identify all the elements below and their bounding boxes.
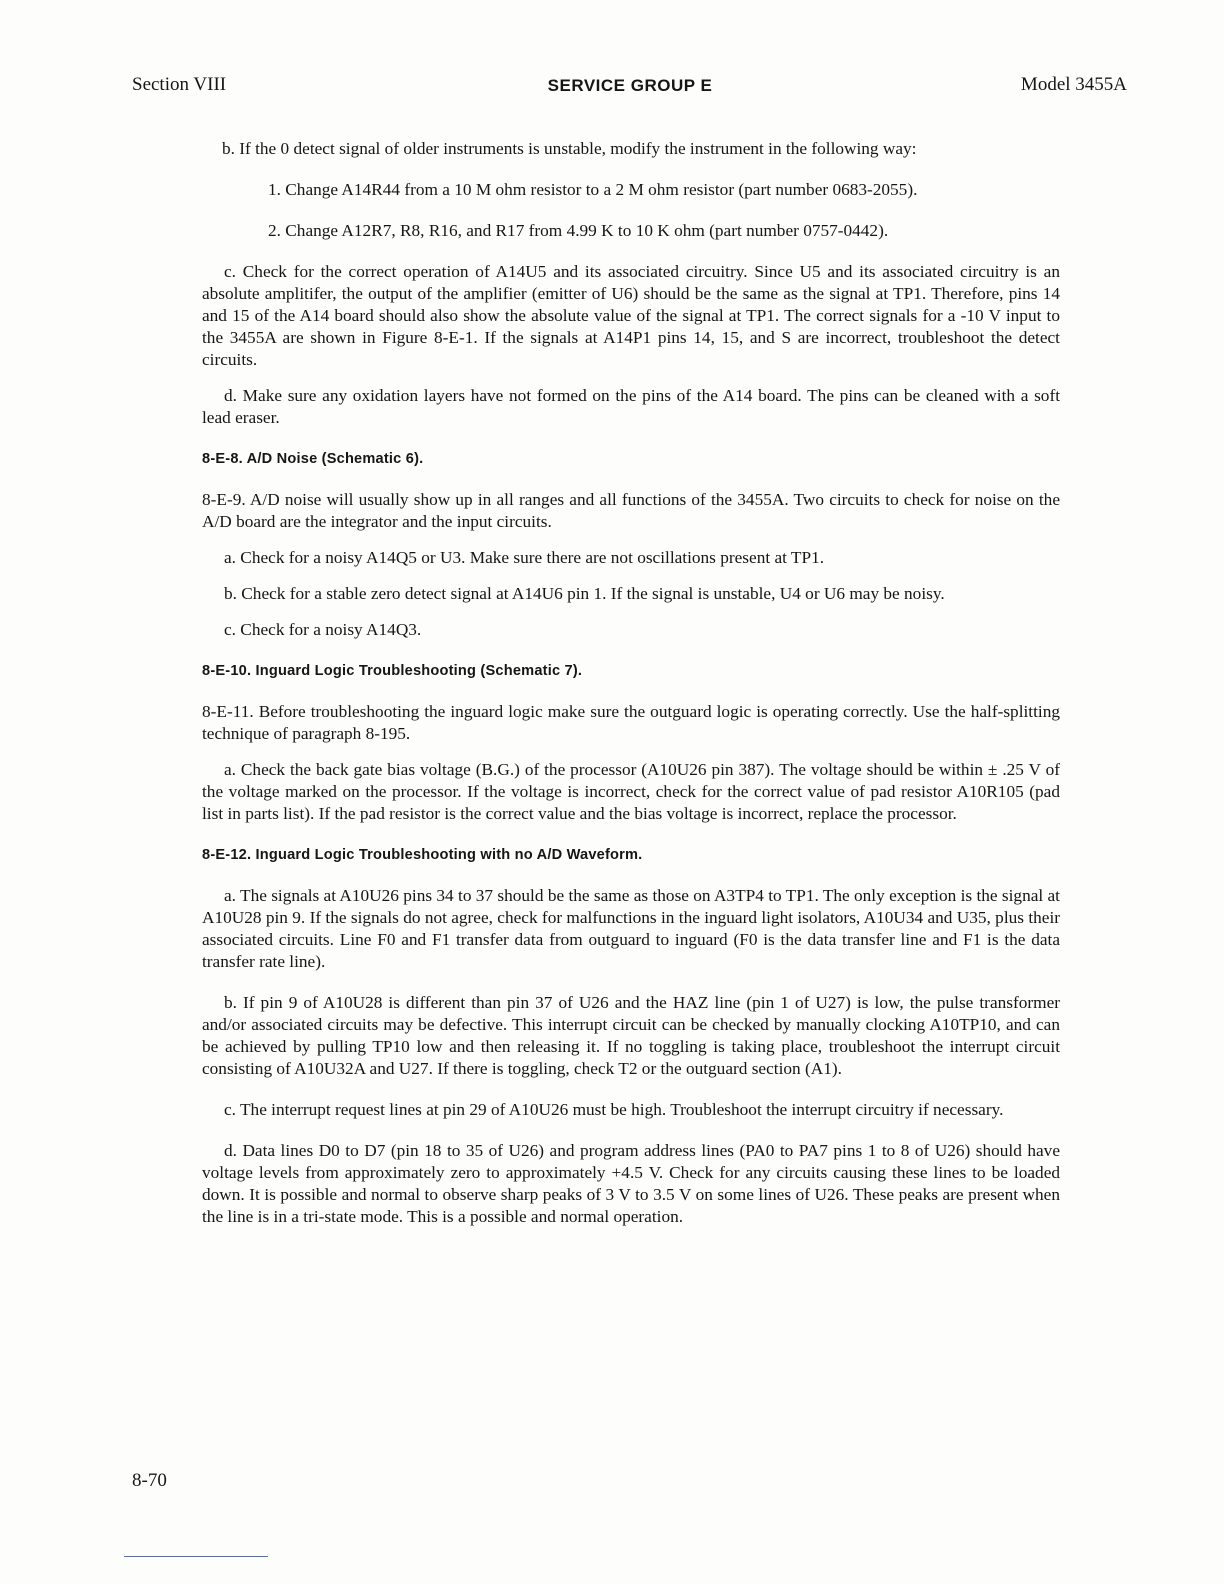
paragraph-b-pulse-transformer: b. If pin 9 of A10U28 is different than pin 37 of U26 and the HAZ line (pin 1 of U27) is low, the pulse transformer and/or associated circuits may be defective. This interrupt circuit can be checked by manually clocking A10TP10, and can be achieved by pulling TP10 low and then releasing it. If no toggling is taking place, troubleshoot the interrupt circuit consisting of A10U32A and U27. If there is toggling, check T2 or the outguard section (A1). xyxy=(202,993,1060,1078)
paragraph-d-data-lines: d. Data lines D0 to D7 (pin 18 to 35 of U26) and program address lines (PA0 to PA7 pins 1 to 8 of U26) should have voltage levels from approximately zero to approximately +4.5 V. Check for any circuits causing these lines to be loaded down. It is possible and normal to observe sharp peaks of 3 V to 3.5 V on some lines of U26. These peaks are present when the line is in a tri-state mode. This is a possible and normal operation. xyxy=(202,1141,1060,1226)
paragraph-c-interrupt-request: c. The interrupt request lines at pin 29 of A10U26 must be high. Troubleshoot the interrupt circuitry if necessary. xyxy=(224,1100,1004,1119)
step-2: 2. Change A12R7, R8, R16, and R17 from 4.99 K to 10 K ohm (part number 0757-0442). xyxy=(268,221,889,240)
footer-rule xyxy=(124,1556,268,1557)
paragraph-b-zero-detect-a14u6: b. Check for a stable zero detect signal at A14U6 pin 1. If the signal is unstable, U4 or U6 may be noisy. xyxy=(224,584,945,603)
paragraph-a-noisy-a14q5: a. Check for a noisy A14Q5 or U3. Make sure there are not oscillations present at TP1. xyxy=(224,548,825,567)
paragraph-c-a14u5: c. Check for the correct operation of A14U5 and its associated circuitry. Since U5 and its associated circuitry is an absolute amplitifer, the output of the amplifier (emitter of U6) should be the same as the signal at TP1. Therefore, pins 14 and 15 of the A14 board should also show the absolute value of the signal at TP1. The correct signals for a -10 V input to the 3455A are shown in Figure 8-E-1. If the signals at A14P1 pins 14, 15, and S are incorrect, troubleshoot the detect circuits. xyxy=(202,262,1060,369)
model-label: Model 3455A xyxy=(1020,74,1127,95)
paragraph-8-e-9: 8-E-9. A/D noise will usually show up in all ranges and all functions of the 3455A. Two circuits to check for noise on the A/D board are the integrator and the input circuits. xyxy=(202,490,1060,531)
paragraph-c-noisy-a14q3: c. Check for a noisy A14Q3. xyxy=(224,620,422,639)
section-heading-8-e-10: 8-E-10. Inguard Logic Troubleshooting (Schematic 7). xyxy=(202,663,583,679)
page-title: SERVICE GROUP E xyxy=(547,76,713,95)
paragraph-8-e-11: 8-E-11. Before troubleshooting the inguard logic make sure the outguard logic is operating correctly. Use the half-splitting technique of paragraph 8-195. xyxy=(202,702,1060,743)
section-heading-8-e-8: 8-E-8. A/D Noise (Schematic 6). xyxy=(202,451,424,467)
step-1: 1. Change A14R44 from a 10 M ohm resistor to a 2 M ohm resistor (part number 0683-2055). xyxy=(268,180,918,199)
paragraph-b-zero-detect: b. If the 0 detect signal of older instruments is unstable, modify the instrument in the following way: xyxy=(222,139,917,158)
paragraph-d-oxidation: d. Make sure any oxidation layers have not formed on the pins of the A14 board. The pins can be cleaned with a soft lead eraser. xyxy=(202,386,1060,427)
section-heading-8-e-12: 8-E-12. Inguard Logic Troubleshooting with no A/D Waveform. xyxy=(202,847,643,863)
page-number: 8-70 xyxy=(132,1470,167,1491)
paragraph-a-signals-a10u26: a. The signals at A10U26 pins 34 to 37 should be the same as those on A3TP4 to TP1. The only exception is the signal at A10U28 pin 9. If the signals do not agree, check for malfunctions in the inguard light isolators, A10U34 and U35, plus their associated circuits. Line F0 and F1 transfer data from outguard to inguard (F0 is the data transfer line and F1 is the data transfer rate line). xyxy=(202,886,1060,971)
paragraph-a-back-gate-bias: a. Check the back gate bias voltage (B.G.) of the processor (A10U26 pin 387). The voltage should be within ± .25 V of the voltage marked on the processor. If the voltage is incorrect, check for the correct value of pad resistor A10R105 (pad list in parts list). If the pad resistor is the correct value and the bias voltage is incorrect, replace the processor. xyxy=(202,760,1060,823)
document-body xyxy=(202,138,1060,1228)
section-label: Section VIII xyxy=(132,74,227,95)
